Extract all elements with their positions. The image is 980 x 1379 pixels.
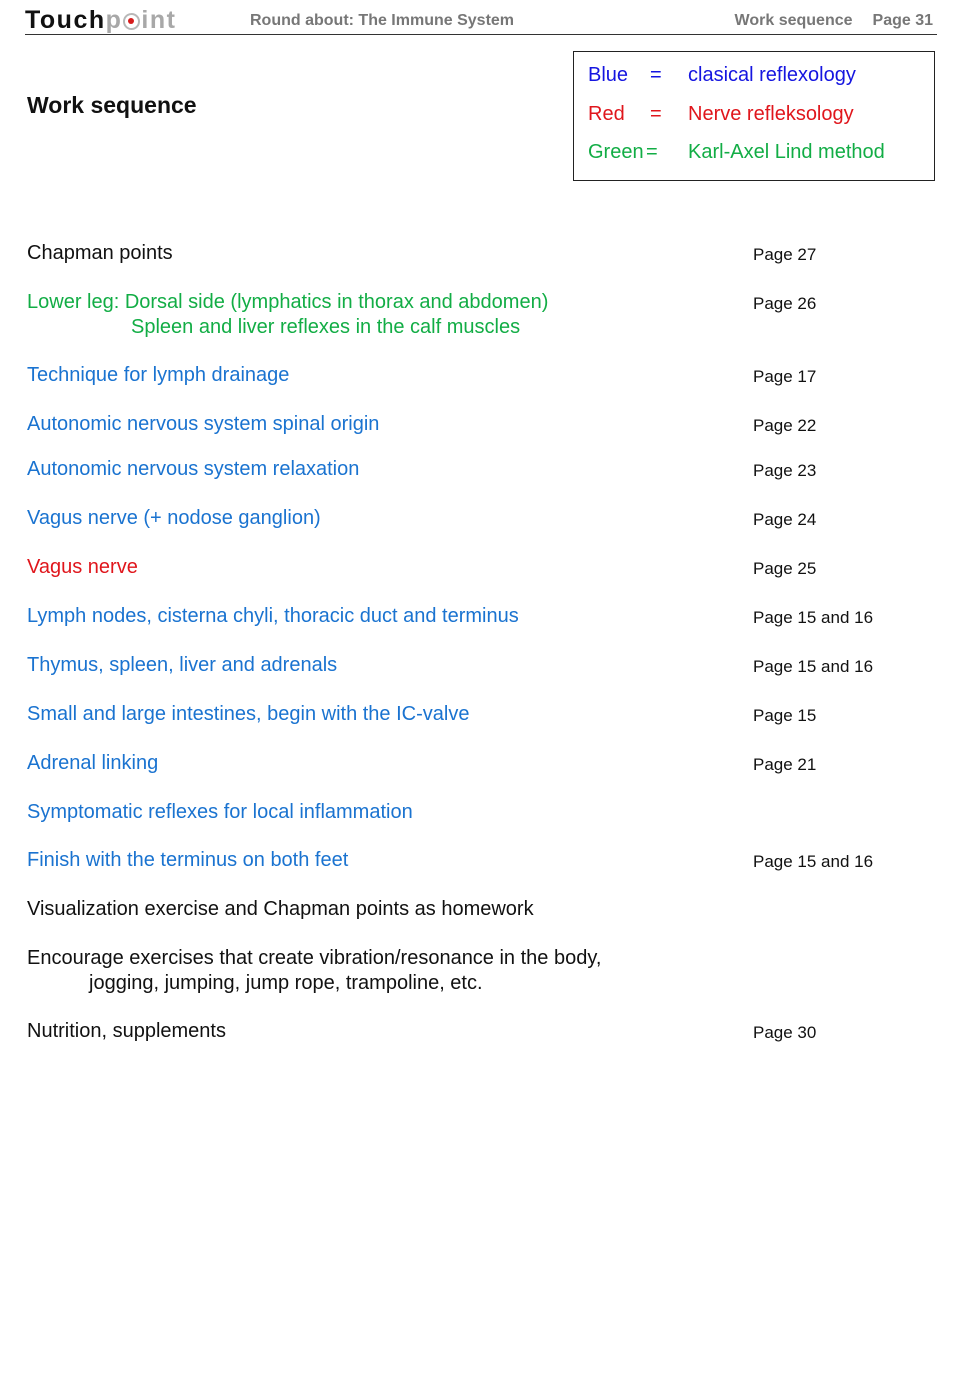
item-text: Small and large intestines, begin with the IC-valve bbox=[27, 703, 470, 725]
legend-value: clasical reflexology bbox=[688, 64, 856, 86]
sequence-item bbox=[27, 848, 348, 873]
page-title: Work sequence bbox=[27, 92, 197, 118]
sequence-item bbox=[27, 506, 321, 531]
legend-key: Blue bbox=[588, 64, 629, 86]
legend-key: Red bbox=[588, 103, 625, 125]
color-legend bbox=[573, 51, 935, 181]
item-text: Technique for lymph drainage bbox=[27, 364, 290, 386]
item-page-ref: Page 21 bbox=[753, 755, 817, 774]
legend-value: Nerve refleksology bbox=[688, 103, 854, 125]
item-page-ref: Page 17 bbox=[753, 367, 817, 386]
legend-equals: = bbox=[650, 64, 662, 86]
item-text: Finish with the terminus on both feet bbox=[27, 849, 349, 871]
sequence-item bbox=[27, 897, 534, 922]
item-text: Symptomatic reflexes for local inflammation bbox=[27, 801, 413, 823]
item-page-ref: Page 30 bbox=[753, 1023, 817, 1042]
sequence-item bbox=[27, 800, 413, 825]
page-header bbox=[25, 4, 937, 35]
sequence-item bbox=[27, 363, 289, 388]
item-text: Autonomic nervous system relaxation bbox=[27, 458, 360, 480]
sequence-item bbox=[27, 604, 519, 629]
header-section: Work sequence bbox=[734, 12, 853, 29]
item-page-ref: Page 27 bbox=[753, 245, 817, 264]
sequence-item bbox=[27, 751, 158, 776]
sequence-item bbox=[27, 457, 359, 482]
item-page-ref: Page 23 bbox=[753, 461, 817, 480]
item-text: Visualization exercise and Chapman points as homework bbox=[27, 898, 534, 920]
sequence-item bbox=[27, 290, 548, 340]
item-page-ref: Page 15 and 16 bbox=[753, 657, 874, 676]
header-page-number: Page 31 bbox=[872, 12, 933, 29]
item-page-ref: Page 26 bbox=[753, 294, 817, 313]
item-text: Autonomic nervous system spinal origin bbox=[27, 413, 380, 435]
item-text-line2: Spleen and liver reflexes in the calf muscles bbox=[131, 316, 521, 338]
item-page-ref: Page 15 bbox=[753, 706, 817, 725]
item-text: Thymus, spleen, liver and adrenals bbox=[27, 654, 338, 676]
item-text: Vagus nerve (+ nodose ganglion) bbox=[27, 507, 321, 529]
item-text: Encourage exercises that create vibration/resonance in the body, bbox=[27, 947, 602, 969]
sequence-item bbox=[27, 555, 138, 580]
legend-value: Karl-Axel Lind method bbox=[688, 141, 885, 163]
legend-key: Green bbox=[588, 141, 644, 163]
item-text: Adrenal linking bbox=[27, 752, 159, 774]
item-page-ref: Page 15 and 16 bbox=[753, 852, 874, 871]
sequence-item bbox=[27, 702, 469, 727]
item-page-ref: Page 22 bbox=[753, 416, 817, 435]
item-page-ref: Page 25 bbox=[753, 559, 817, 578]
header-title: Round about: The Immune System bbox=[250, 12, 515, 29]
item-text-line2: jogging, jumping, jump rope, trampoline, etc. bbox=[89, 972, 483, 994]
touchpoint-logo: Touchp int bbox=[25, 6, 177, 34]
sequence-item bbox=[27, 653, 337, 678]
target-icon bbox=[123, 13, 140, 30]
sequence-item bbox=[27, 1019, 226, 1044]
item-text: Lymph nodes, cisterna chyli, thoracic duct and terminus bbox=[27, 605, 519, 627]
item-text: Lower leg: Dorsal side (lymphatics in thorax and abdomen) bbox=[27, 291, 549, 313]
sequence-item bbox=[27, 946, 601, 996]
item-page-ref: Page 24 bbox=[753, 510, 817, 529]
item-text: Nutrition, supplements bbox=[27, 1020, 226, 1042]
item-page-ref: Page 15 and 16 bbox=[753, 608, 874, 627]
sequence-item bbox=[27, 241, 173, 266]
legend-equals: = bbox=[650, 103, 662, 125]
legend-equals: = bbox=[646, 141, 658, 163]
item-text: Chapman points bbox=[27, 242, 173, 264]
item-text: Vagus nerve bbox=[27, 556, 138, 578]
sequence-item bbox=[27, 412, 379, 437]
header-right bbox=[735, 12, 933, 30]
